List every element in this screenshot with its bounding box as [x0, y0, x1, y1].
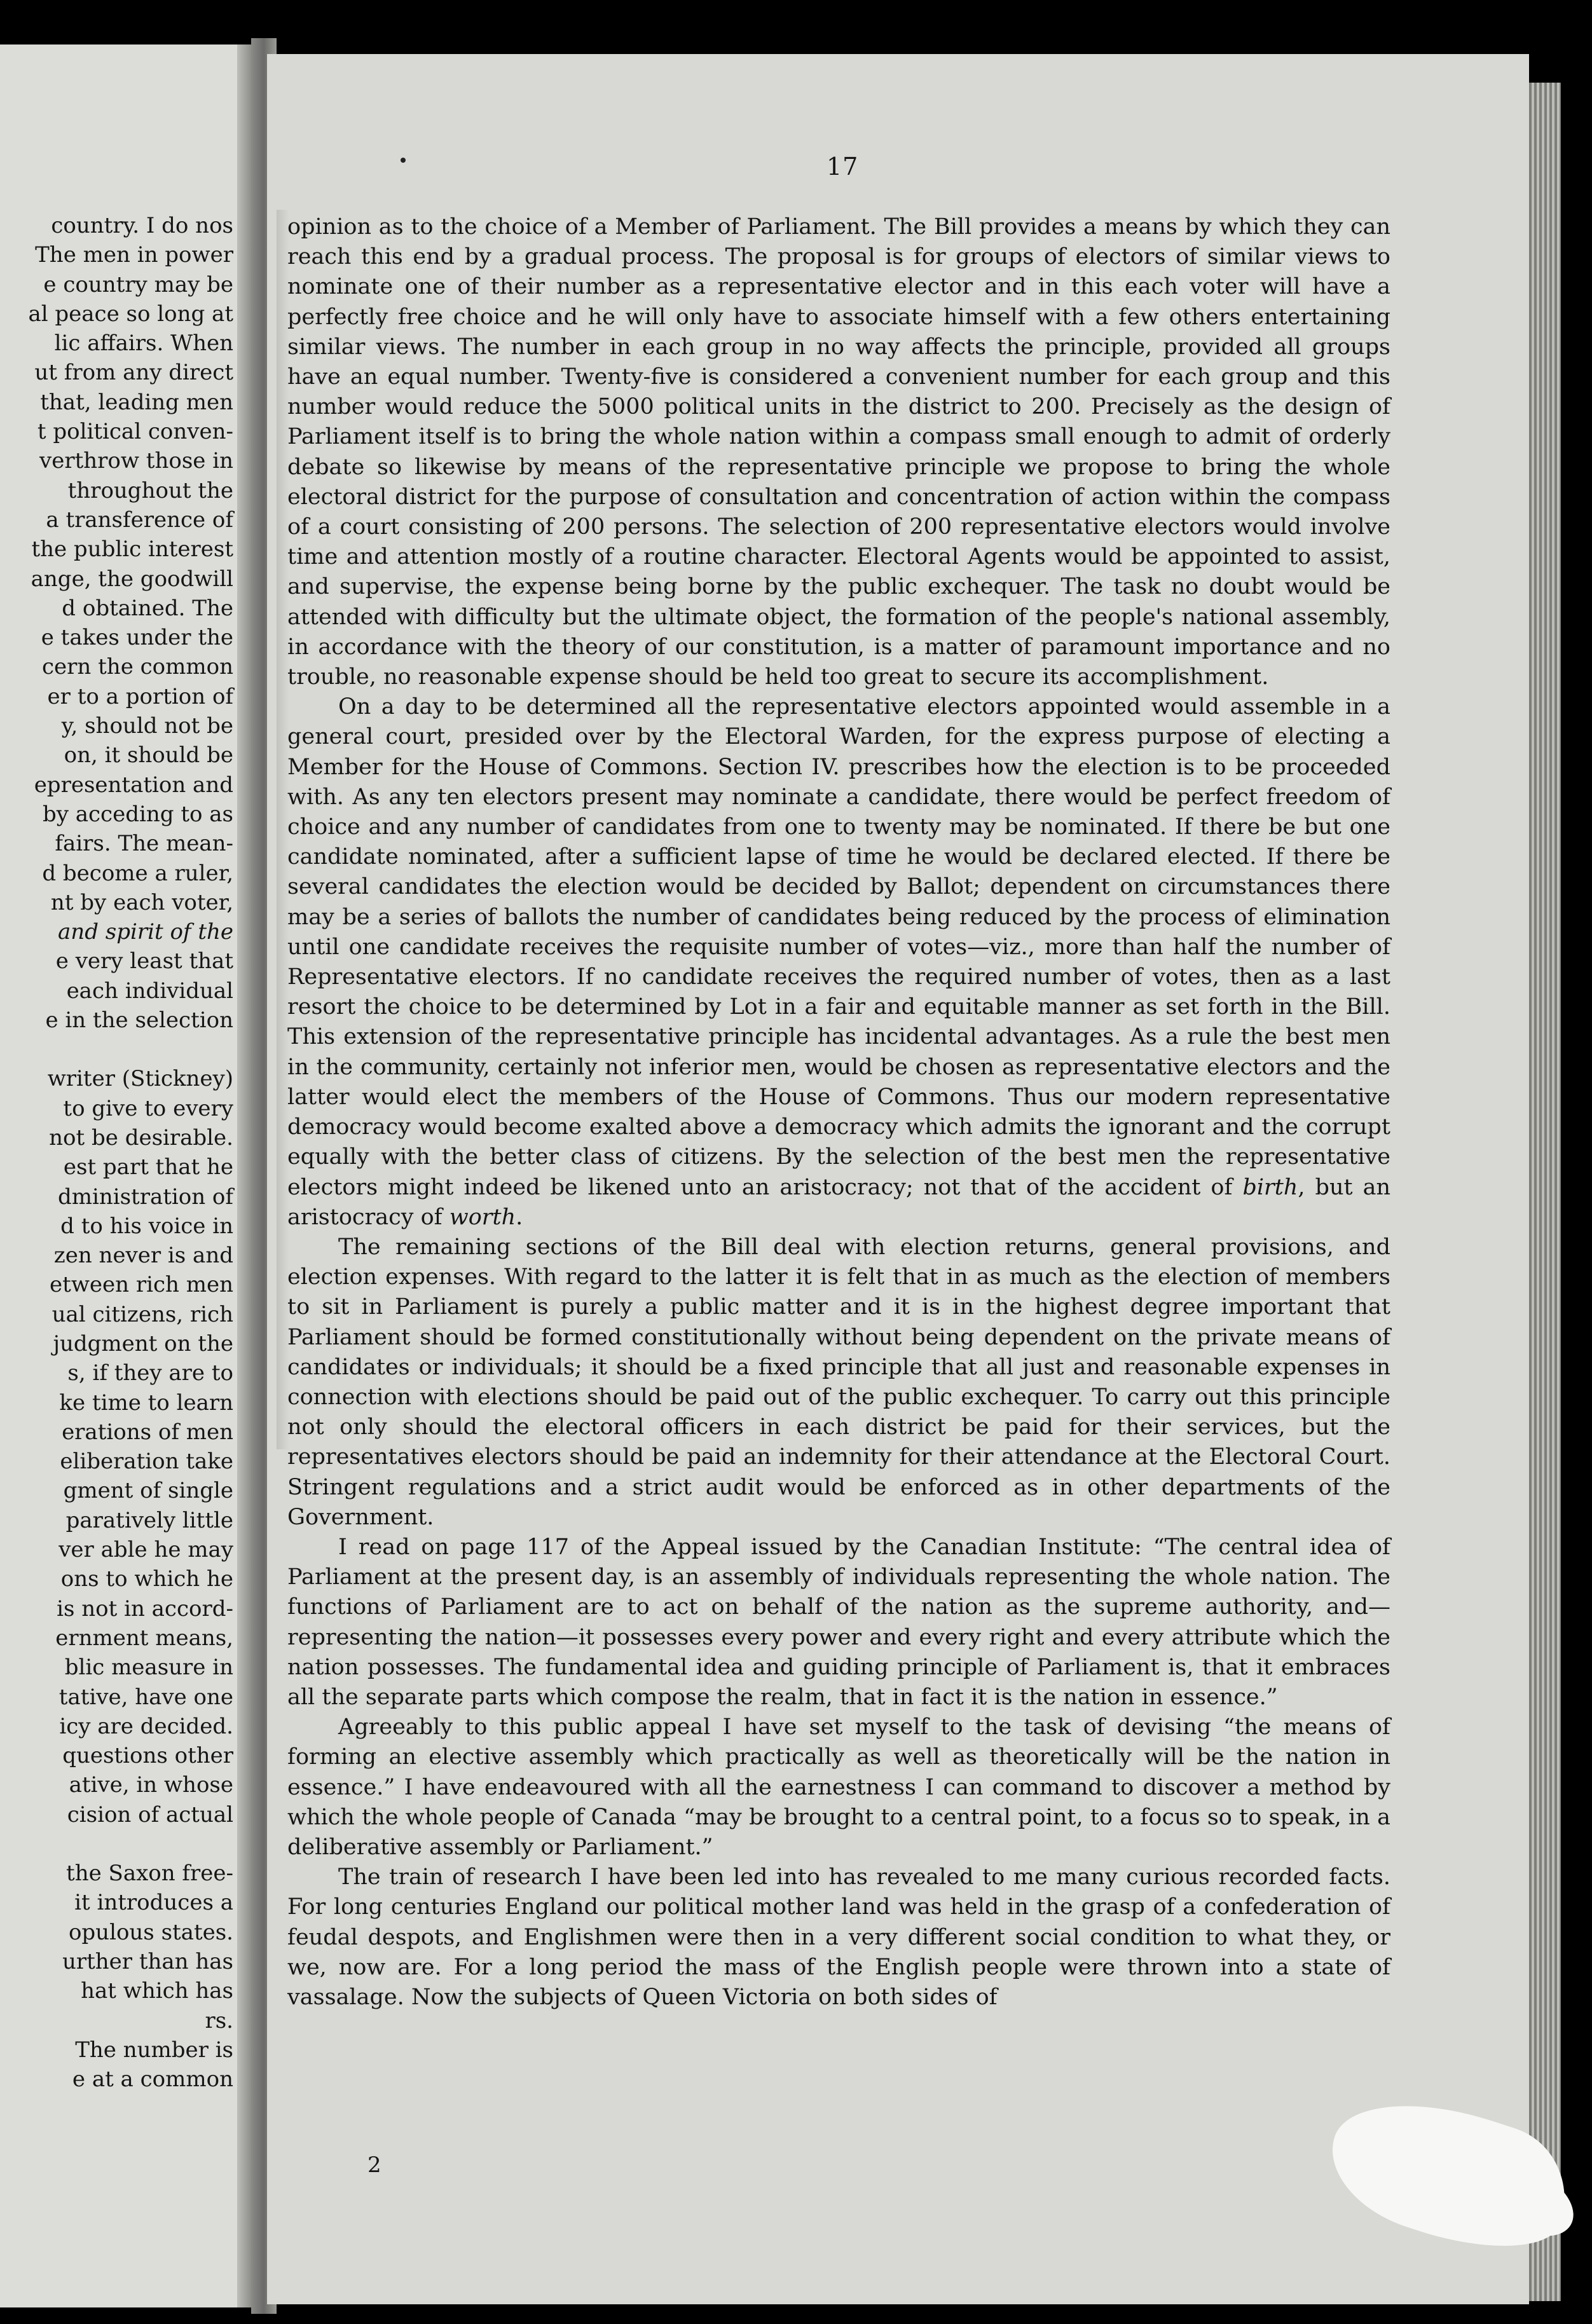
facing-page-line: etween rich men	[50, 1272, 233, 1298]
facing-page-line: ut from any direct	[34, 360, 233, 386]
facing-page-line: t political conven-	[37, 419, 233, 445]
facing-page-line: that, leading men	[40, 389, 233, 415]
facing-page-line: ons to which he	[60, 1566, 233, 1592]
facing-page-line: e very least that	[55, 948, 233, 974]
facing-page-line: d become a ruler,	[42, 860, 233, 886]
body-paragraph: opinion as to the choice of a Member of Parliament. The Bill provides a means by which they can reach this end by a gradual process. The proposal is for groups of electors of similar views to nominate one of their number as a representative elector and in this each voter will have a perfectly free choice and he will only have to associate himself with a few others entertaining similar views. The number in each group in no way affects the principle, provided all groups have an equal number. Twenty-five is considered a convenient number for each group and this number would reduce the 5000 political units in the district to 200. Precisely as the design of Parliament itself is to bring the whole nation within a compass small enough to admit of orderly debate so likewise by means of the representative principle we propose to bring the whole electoral district for the purpose of consultation and concentration of action within the compass of a court consisting of 200 persons. The selection of 200 representative electors would involve time and attention mostly of a routine character. Electoral Agents would be appointed to assist, and supervise, the expense being borne by the public exchequer. The task no doubt would be attended with difficulty but the ultimate object, the formation of the people's national assembly, in accordance with the theory of our constitution, is a matter of paramount importance and no trouble, no reasonable expense should be held too great to secure its accomplishment.	[287, 214, 1390, 690]
facing-page-line: writer (Stickney)	[47, 1066, 233, 1092]
facing-page-line: er to a portion of	[47, 683, 233, 709]
facing-page-text-column	[0, 211, 233, 2094]
facing-page-line: The men in power	[35, 242, 233, 268]
facing-page-line: it introduces a	[74, 1890, 233, 1916]
left-page-gutter	[237, 44, 251, 2307]
body-paragraph: Agreeably to this public appeal I have set myself to the task of devising “the means of forming an elective assembly which practically as well as theoretically will be the nation in essence.” I have endeavoured with all the earnestness I can command to discover a method by which the whole people of Canada “may be brought to a central point, to a focus so to speak, in a deliberative assembly or Parliament.”	[287, 1714, 1390, 1860]
facing-page-line: the public interest	[31, 537, 233, 563]
facing-page-line: cision of actual	[67, 1801, 233, 1828]
facing-page-line: on, it should be	[64, 742, 233, 769]
facing-page-line: fairs. The mean-	[55, 831, 233, 857]
facing-page-line: y, should not be	[61, 713, 233, 739]
facing-page-line: not be desirable.	[49, 1124, 233, 1151]
facing-page-line: dministration of	[57, 1184, 233, 1210]
facing-page-line: eliberation take	[60, 1449, 233, 1475]
facing-page-left	[0, 44, 251, 2307]
facing-page-line: ke time to learn	[59, 1390, 233, 1416]
facing-page-line: blic measure in	[64, 1655, 233, 1681]
facing-page-line: the Saxon free-	[66, 1861, 233, 1887]
facing-page-line: country. I do nos	[51, 213, 233, 238]
facing-page-line: ernment means,	[55, 1625, 233, 1651]
page-stack-edge	[1529, 83, 1561, 2301]
facing-page-line: tative, have one	[58, 1684, 233, 1710]
facing-page-line: questions other	[62, 1743, 233, 1769]
facing-page-line: ver able he may	[58, 1537, 233, 1563]
facing-page-line: rs.	[205, 2007, 233, 2033]
facing-page-line: epresentation and	[34, 772, 233, 798]
facing-page-blank-line	[0, 1035, 233, 1064]
body-paragraph: I read on page 117 of the Appeal issued by the Canadian Institute: “The central idea of Parliament at the present day, is an assembly of individuals representing the whole nation. The functions of Parliament are to act on behalf of the nation as the supreme authority, and—representing the nation—it possesses every power and every right and every attribute which the nation possesses. The fundamental idea and guiding principle of Parliament is, that it embraces all the separate parts which compose the realm, that in fact it is the nation in essence.”	[287, 1534, 1390, 1710]
facing-page-line: ual citizens, rich	[51, 1301, 233, 1327]
signature-mark: 2	[367, 2152, 381, 2178]
print-dot-mark	[401, 158, 406, 163]
facing-page-line: e takes under the	[41, 625, 233, 651]
facing-page-line: The number is	[75, 2037, 233, 2063]
facing-page-line: ange, the goodwill	[31, 566, 233, 592]
facing-page-line: by acceding to as	[42, 801, 233, 827]
facing-page-line: ative, in whose	[69, 1772, 233, 1798]
body-paragraph: The remaining sections of the Bill deal with election returns, general provisions, and election expenses. With regard to the latter it is felt that in as much as the election of members to sit in Parliament is purely a public matter and it is in the highest degree important that Parliament should be formed constitutionally without being dependent on the private means of candidates or individuals; it should be a fixed principle that all just and reasonable expenses in connection with elections should be paid out of the public exchequer. To carry out this principle not only should the electoral officers in each district be paid for their services, but the representatives electors should be paid an indemnity for their attendance at the Electoral Court. Stringent regulations and a strict audit would be enforced as in other departments of the Government.	[287, 1234, 1390, 1530]
facing-page-line: and spirit of the	[58, 919, 233, 945]
emphasis-birth: birth	[1242, 1174, 1298, 1200]
facing-page-line: opulous states.	[68, 1919, 233, 1945]
emphasis-worth: worth	[449, 1204, 516, 1230]
facing-page-line: each individual	[66, 978, 233, 1004]
facing-page-line: nt by each voter,	[50, 889, 233, 915]
page-number: 17	[827, 153, 859, 181]
facing-page-line: throughout the	[67, 477, 233, 503]
facing-page-line: erations of men	[62, 1419, 233, 1445]
facing-page-line: urther than has	[62, 1948, 233, 1974]
facing-page-line: d to his voice in	[60, 1213, 233, 1239]
facing-page-line: icy are decided.	[59, 1713, 233, 1739]
facing-page-line: e in the selection	[45, 1008, 233, 1034]
facing-page-line: al peace so long at	[28, 301, 233, 327]
facing-page-line: e at a common	[72, 2067, 233, 2093]
facing-page-line: to give to every	[63, 1095, 233, 1121]
body-paragraph: On a day to be determined all the representative electors appointed would assemble in a general court, presided over by the Electoral Warden, for the express purpose of electing a Member for the House of Commons. Section IV. prescribes how the election is to be proceeded with. As any ten electors present may nominate a candidate, there would be perfect freedom of choice and any number of candidates from one to twenty may be nominated. If there be but one candidate nominated, after a sufficient lapse of time he would be declared elected. If there be several candidates the election would be decided by Ballot; dependent on circumstances there may be a series of ballots the number of candidates being reduced by the process of elimination until one candidate receives the requisite number of votes—viz., more than half the number of Representative electors. If no candidate receives the required number of votes, then as a last resort the choice to be determined by Lot in a fair and equitable manner as set forth in the Bill. This extension of the representative principle has incidental advantages. As a rule the best men in the community, certainly not inferior men, would be chosen as representative electors and the latter would elect the members of the House of Commons. Thus our modern representative democracy would become exalted above a democracy which admits the ignorant and the corrupt equally with the better class of citizens. By the selection of the best men the representative electors might indeed be likened unto an aristocracy; not that of the accident of birth, but an aristocracy of worth.	[287, 694, 1391, 1230]
facing-page-line: gment of single	[63, 1478, 233, 1504]
facing-page-line: paratively little	[65, 1507, 233, 1533]
facing-page-line: is not in accord-	[57, 1596, 233, 1622]
facing-page-line: cern the common	[42, 654, 233, 680]
facing-page-line: e country may be	[43, 271, 233, 297]
facing-page-line: lic affairs. When	[54, 331, 233, 357]
facing-page-line: s, if they are to	[67, 1360, 233, 1386]
facing-page-line: hat which has	[81, 1978, 233, 2004]
facing-page-blank-line	[0, 1829, 233, 1859]
facing-page-line: a transference of	[46, 507, 233, 533]
facing-page-line: d obtained. The	[62, 595, 233, 621]
facing-page-line: judgment on the	[53, 1330, 233, 1357]
body-paragraph: The train of research I have been led into has revealed to me many curious recorded facts. For long centuries England our political mother land was held in the grasp of a confederation of feudal despots, and Englishmen were then in a very different social condition to what they, or we, now are. For a long period the mass of the English people were thrown into a state of vassalage. Now the subjects of Queen Victoria on both sides of	[287, 1864, 1390, 2010]
body-text	[287, 212, 1390, 2013]
facing-page-line: verthrow those in	[39, 448, 233, 474]
facing-page-line: zen never is and	[53, 1243, 233, 1269]
facing-page-line: est part that he	[63, 1154, 233, 1180]
